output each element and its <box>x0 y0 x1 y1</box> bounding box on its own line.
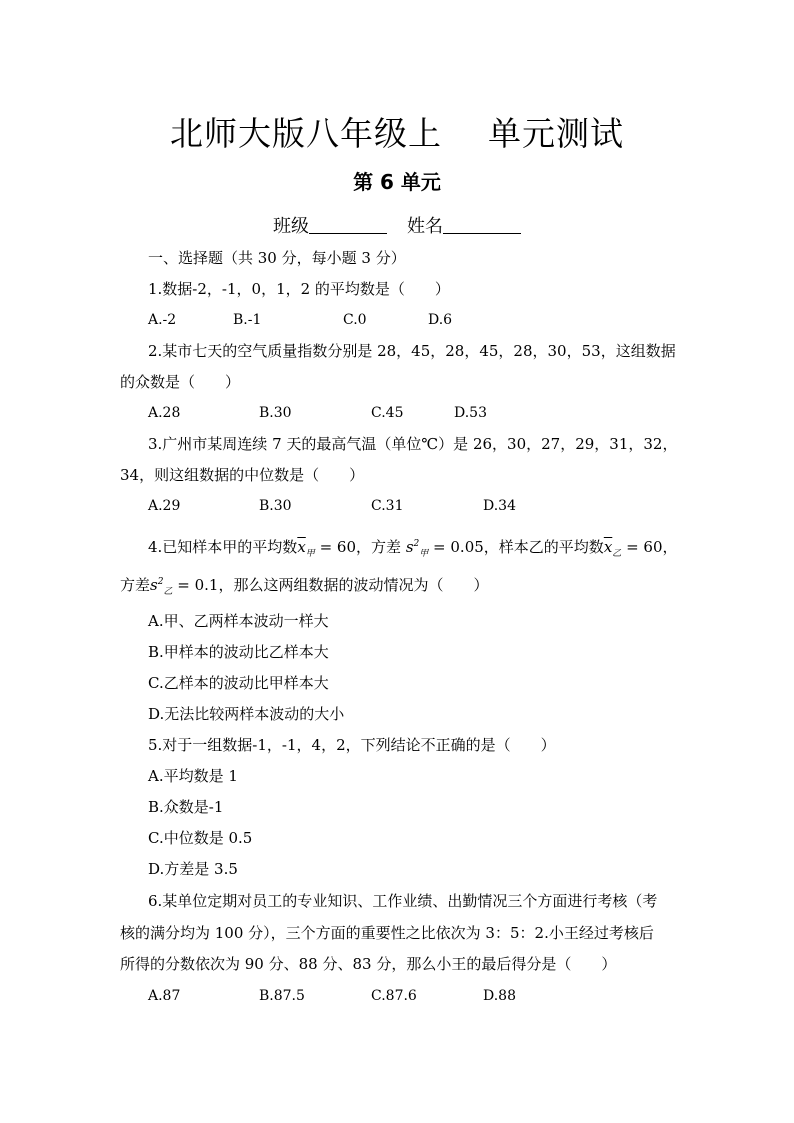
q3-stem-line2: 34，则这组数据的中位数是（ ） <box>120 466 365 484</box>
q4-option-d[interactable]: D.无法比较两样本波动的大小 <box>148 705 345 723</box>
class-label: 班级 <box>273 216 309 237</box>
q4-stem-line2 <box>120 572 488 602</box>
q2-stem-line2: 的众数是（ ） <box>120 373 241 391</box>
q6-option-a[interactable]: A.87 <box>148 988 181 1004</box>
q1-stem: 1.数据-2，-1，0，1，2 的平均数是（ ） <box>148 280 450 298</box>
q5-stem: 5.对于一组数据-1，-1，4，2，下列结论不正确的是（ ） <box>148 736 556 754</box>
q4-line2-text-b: ，那么这两组数据的波动情况为（ ） <box>218 576 489 594</box>
q4-stem-line1 <box>148 534 678 564</box>
q6-option-d[interactable]: D.88 <box>483 988 516 1004</box>
q1-option-b[interactable]: B.-1 <box>233 312 262 328</box>
q2-option-c[interactable]: C.45 <box>371 405 404 421</box>
q1-option-d[interactable]: D.6 <box>428 312 453 328</box>
class-blank[interactable] <box>309 215 387 234</box>
q4-var-jia-symbol: $s^2_甲$ <box>405 538 429 559</box>
q4-mean-yi-value: = 60 <box>626 538 663 556</box>
q5-option-a[interactable]: A.平均数是 1 <box>148 767 238 785</box>
q1-option-a[interactable]: A.-2 <box>148 312 177 328</box>
q4-option-a[interactable]: A.甲、乙两样本波动一样大 <box>148 612 329 630</box>
q3-option-d[interactable]: D.34 <box>483 498 516 514</box>
title-left: 北师大版八年级上 <box>170 114 442 153</box>
q3-option-b[interactable]: B.30 <box>259 498 292 514</box>
q3-option-a[interactable]: A.29 <box>148 498 181 514</box>
q5-option-c[interactable]: C.中位数是 0.5 <box>148 829 253 847</box>
q4-mean-yi-symbol: $\overline{x}_乙$ <box>603 538 622 559</box>
q4-option-c[interactable]: C.乙样本的波动比甲样本大 <box>148 674 329 692</box>
q2-option-a[interactable]: A.28 <box>148 405 181 421</box>
q4-var-yi-value: = 0.1 <box>177 576 219 594</box>
q4-option-b[interactable]: B.甲样本的波动比乙样本大 <box>148 643 329 661</box>
q4-line2-text-a: 方差 <box>120 576 151 594</box>
q2-stem-line1: 2.某市七天的空气质量指数分别是 28，45，28，45，28，30，53，这组数据 <box>148 342 676 360</box>
q4-text-c: ，样本乙的平均数 <box>483 538 604 556</box>
unit-heading: 第 6 单元 <box>353 170 441 194</box>
q3-stem-line1: 3.广州市某周连续 7 天的最高气温（单位℃）是 26，30，27，29，31，32， <box>148 435 678 453</box>
section-heading: 一、选择题（共 30 分，每小题 3 分） <box>148 249 406 267</box>
q4-text-d: ， <box>662 538 678 556</box>
q6-option-c[interactable]: C.87.6 <box>371 988 417 1004</box>
name-label: 姓名 <box>407 216 443 237</box>
q4-text-a: 4.已知样本甲的平均数 <box>148 538 298 556</box>
q2-option-d[interactable]: D.53 <box>454 405 487 421</box>
q4-var-yi-symbol: $s^2_乙$ <box>150 576 173 597</box>
title-right: 单元测试 <box>488 114 624 153</box>
name-blank[interactable] <box>443 215 521 234</box>
q4-mean-jia-symbol: $\overline{x}_甲$ <box>297 538 315 559</box>
q1-option-c[interactable]: C.0 <box>343 312 367 328</box>
q6-stem-line1: 6.某单位定期对员工的专业知识、工作业绩、出勤情况三个方面进行考核（考 <box>148 892 658 910</box>
q4-var-jia-value: = 0.05 <box>433 538 484 556</box>
q5-option-d[interactable]: D.方差是 3.5 <box>148 860 238 878</box>
q2-option-b[interactable]: B.30 <box>259 405 292 421</box>
q5-option-b[interactable]: B.众数是-1 <box>148 798 224 816</box>
q6-stem-line3: 所得的分数依次为 90 分、88 分、83 分，那么小王的最后得分是（ ） <box>120 955 617 973</box>
q3-option-c[interactable]: C.31 <box>371 498 404 514</box>
q6-option-b[interactable]: B.87.5 <box>259 988 305 1004</box>
page-title <box>0 108 794 155</box>
q4-text-b: ，方差 <box>356 538 402 556</box>
student-info <box>0 212 794 238</box>
q4-mean-jia-value: = 60 <box>319 538 357 556</box>
q6-stem-line2: 核的满分均为 100 分），三个方面的重要性之比依次为 3：5：2.小王经过考核后 <box>120 924 654 942</box>
